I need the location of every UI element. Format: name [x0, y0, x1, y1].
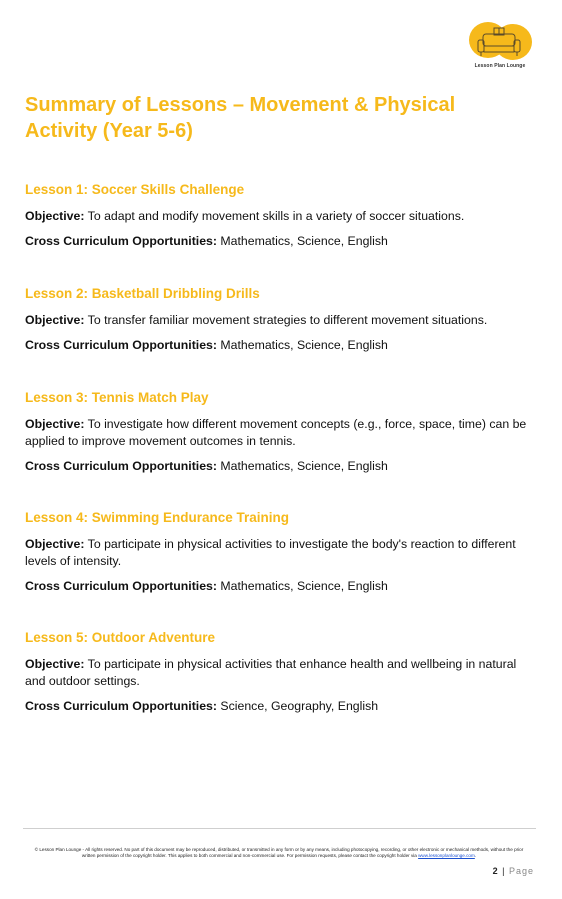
cross-curriculum-text: Mathematics, Science, English [220, 579, 388, 593]
lesson-5 [25, 630, 540, 715]
lesson-4 [25, 510, 540, 595]
cross-curriculum-paragraph [25, 458, 540, 475]
cross-curriculum-text: Mathematics, Science, English [220, 459, 388, 473]
page-number-value: 2 [492, 866, 499, 876]
page-separator: | [498, 866, 509, 876]
footer-divider [23, 828, 536, 829]
cross-curriculum-label: Cross Curriculum Opportunities: [25, 579, 217, 593]
objective-text: To investigate how different movement concepts (e.g., force, space, time) can be applied to improve movement outcomes in tennis. [25, 417, 527, 448]
page-number [493, 866, 534, 876]
objective-paragraph [25, 208, 540, 225]
objective-label: Objective: [25, 537, 85, 551]
objective-label: Objective: [25, 657, 85, 671]
lesson-heading: Lesson 2: Basketball Dribbling Drills [25, 286, 260, 301]
objective-paragraph [25, 416, 540, 450]
page-title: Summary of Lessons – Movement & Physical Activity (Year 5-6) [25, 94, 456, 142]
lesson-2 [25, 286, 540, 354]
logo-caption: Lesson Plan Lounge [474, 63, 526, 69]
lesson-heading: Lesson 1: Soccer Skills Challenge [25, 182, 245, 197]
copyright-text: © Lesson Plan Lounge - All rights reserved. No part of this document may be reproduced, distributed, or transmitted in any form or by any means, including photocopying, recording, or other electronic or mechanical methods, without the prior written permission of the copyright holder. This applies to both commercial and non-commercial use. For permission requests, please contact the copyright holder via [34, 847, 524, 858]
cross-curriculum-paragraph [25, 698, 540, 715]
cross-curriculum-text: Mathematics, Science, English [220, 234, 388, 248]
cross-curriculum-text: Science, Geography, English [220, 699, 379, 713]
objective-text: To participate in physical activities that enhance health and wellbeing in natural and outdoor settings. [25, 657, 517, 688]
copyright-suffix: . [474, 853, 477, 858]
lesson-heading: Lesson 4: Swimming Endurance Training [25, 510, 290, 525]
objective-paragraph [25, 312, 540, 329]
website-link[interactable]: www.lessonplanlounge.com [418, 853, 475, 858]
lesson-3 [25, 390, 540, 475]
cross-curriculum-paragraph [25, 233, 540, 250]
copyright-notice [28, 847, 530, 859]
objective-label: Objective: [25, 313, 85, 327]
cross-curriculum-label: Cross Curriculum Opportunities: [25, 338, 217, 352]
cross-curriculum-paragraph [25, 578, 540, 595]
objective-text: To adapt and modify movement skills in a variety of soccer situations. [87, 209, 465, 223]
objective-paragraph [25, 656, 540, 690]
lesson-1 [25, 182, 540, 250]
objective-label: Objective: [25, 417, 85, 431]
page-word: Page [508, 866, 534, 876]
objective-label: Objective: [25, 209, 85, 223]
cross-curriculum-label: Cross Curriculum Opportunities: [25, 699, 217, 713]
cross-curriculum-paragraph [25, 337, 540, 354]
cross-curriculum-text: Mathematics, Science, English [220, 338, 388, 352]
objective-paragraph [25, 536, 540, 570]
cross-curriculum-label: Cross Curriculum Opportunities: [25, 459, 217, 473]
cross-curriculum-label: Cross Curriculum Opportunities: [25, 234, 217, 248]
lesson-heading: Lesson 5: Outdoor Adventure [25, 630, 216, 645]
objective-text: To transfer familiar movement strategies to different movement situations. [87, 313, 488, 327]
lesson-heading: Lesson 3: Tennis Match Play [25, 390, 209, 405]
objective-text: To participate in physical activities to investigate the body's reaction to different levels of intensity. [25, 537, 516, 568]
